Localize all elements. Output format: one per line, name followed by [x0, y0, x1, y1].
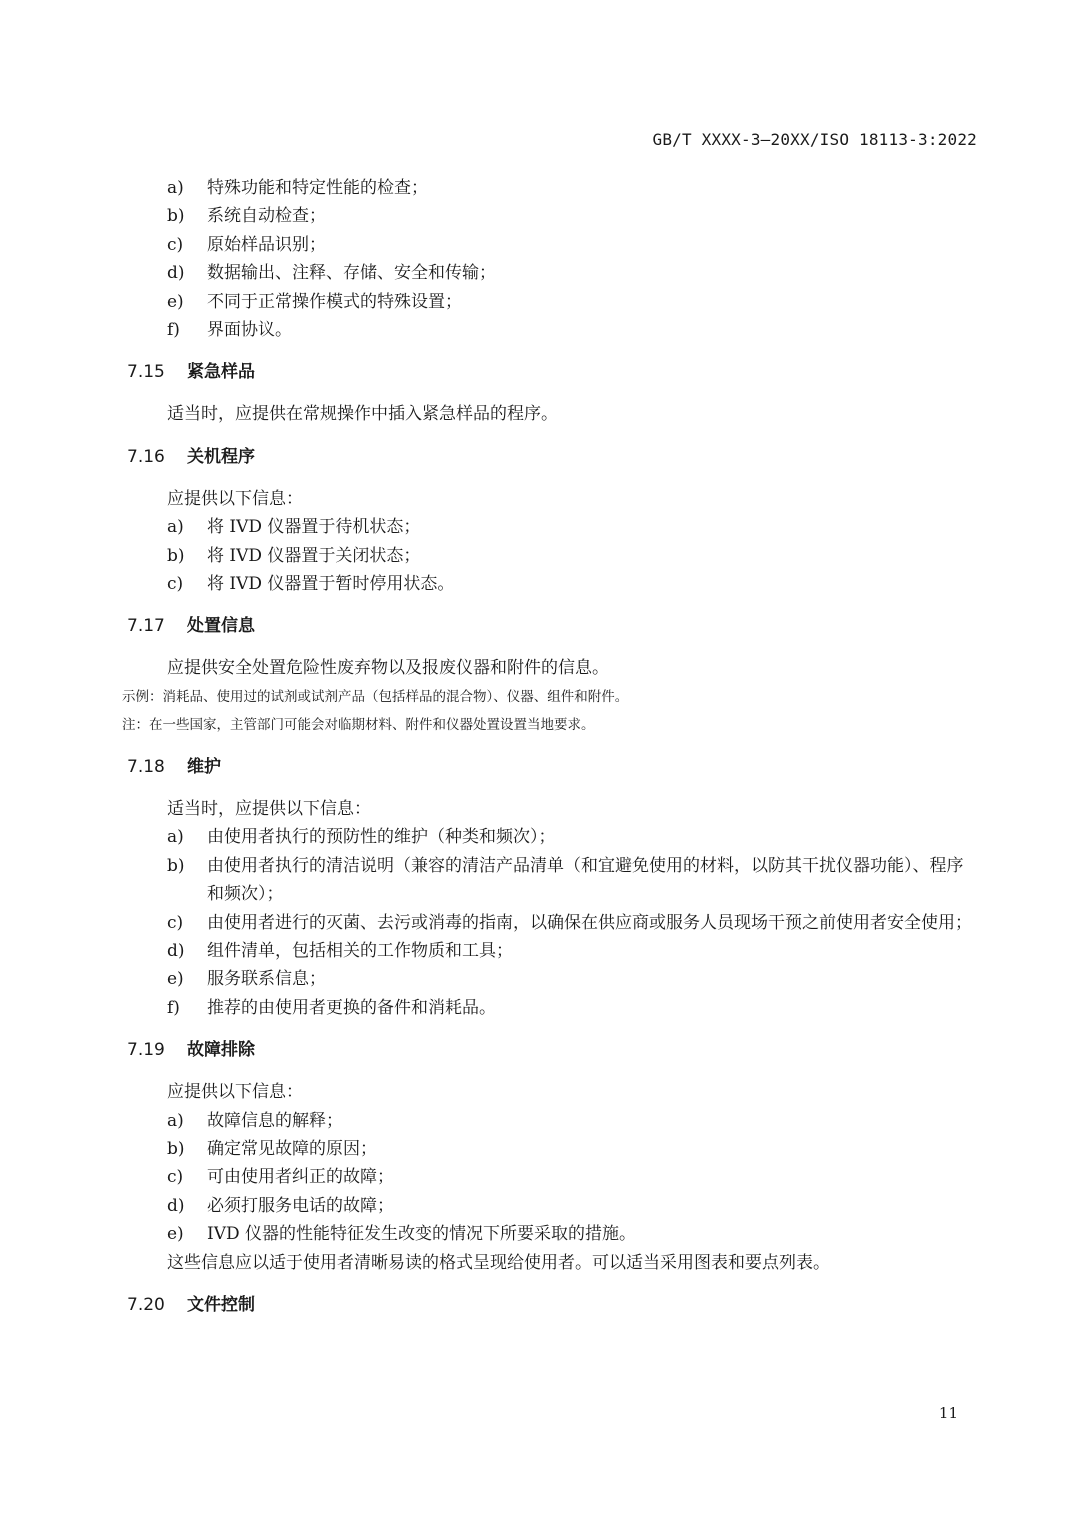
list-text: 系统自动检查； [207, 206, 326, 227]
section-title: 文件控制 [187, 1294, 255, 1315]
list-marker: a) [167, 1110, 184, 1131]
list-item [127, 823, 979, 851]
list-text: 由使用者进行的灭菌、去污或消毒的指南，以确保在供应商或服务人员现场干预之前使用者安全使用； [207, 912, 972, 933]
section-title: 处置信息 [187, 616, 255, 637]
section-number: 7.19 [127, 1040, 165, 1061]
section-heading-7-15 [127, 358, 979, 386]
list-item [127, 542, 979, 570]
list-item [127, 1163, 979, 1191]
list-marker: b) [167, 206, 185, 227]
list-text: 界面协议。 [207, 320, 292, 341]
section-number: 7.15 [127, 362, 165, 383]
section-number: 7.18 [127, 756, 165, 777]
list-text: 组件清单，包括相关的工作物质和工具； [207, 940, 513, 961]
section-body: 适当时，应提供在常规操作中插入紧急样品的程序。 [167, 404, 558, 425]
list-text: IVD 仪器的性能特征发生改变的情况下所要采取的措施。 [207, 1224, 637, 1245]
list-item [127, 259, 979, 287]
list-text: 推荐的由使用者更换的备件和消耗品。 [207, 997, 496, 1018]
list-text: 可由使用者纠正的故障； [207, 1167, 394, 1188]
list-text: 将 IVD 仪器置于暂时停用状态。 [207, 574, 455, 595]
list-marker: a) [167, 827, 184, 848]
list-text: 由使用者执行的预防性的维护（种类和频次）； [207, 827, 556, 848]
section-title: 关机程序 [187, 446, 255, 467]
section-number: 7.17 [127, 616, 165, 637]
list-item [127, 1192, 979, 1220]
document-id-header: GB/T XXXX-3—20XX/ISO 18113-3:2022 [652, 130, 977, 149]
section-heading-7-17 [127, 612, 979, 640]
list-text: 不同于正常操作模式的特殊设置； [207, 291, 462, 312]
note-text: 在一些国家，主管部门可能会对临期材料、附件和仪器处置设置当地要求。 [149, 716, 595, 733]
list-item [127, 909, 979, 937]
list-item [127, 994, 979, 1022]
list-text: 数据输出、注释、存储、安全和传输； [207, 263, 496, 284]
list-text: 原始样品识别； [207, 234, 326, 255]
section-title: 故障排除 [187, 1040, 255, 1061]
list-marker: b) [167, 855, 185, 876]
list-item [127, 513, 979, 541]
list-marker: f) [167, 997, 180, 1018]
list-marker: a) [167, 517, 184, 538]
page-number: 11 [938, 1404, 958, 1422]
section-intro: 应提供以下信息： [167, 1082, 303, 1103]
section-number: 7.16 [127, 446, 165, 467]
section-title: 紧急样品 [187, 362, 255, 383]
list-item [127, 316, 979, 344]
section-title: 维护 [187, 756, 221, 777]
list-item [127, 288, 979, 316]
list-item [127, 202, 979, 230]
section-intro: 应提供以下信息： [167, 488, 303, 509]
list-text: 必须打服务电话的故障； [207, 1195, 394, 1216]
list-item [127, 1220, 979, 1248]
example-text: 消耗品、使用过的试剂或试剂产品（包括样品的混合物）、仪器、组件和附件。 [162, 688, 629, 705]
list-text: 服务联系信息； [207, 969, 326, 990]
list-marker: f) [167, 320, 180, 341]
list-item [127, 852, 979, 909]
list-text: 确定常见故障的原因； [207, 1138, 377, 1159]
section-number: 7.20 [127, 1294, 165, 1315]
section-intro: 适当时，应提供以下信息： [167, 798, 371, 819]
section-heading-7-20 [127, 1291, 979, 1319]
list-text: 特殊功能和特定性能的检查； [207, 178, 428, 198]
list-text: 由使用者执行的清洁说明（兼容的清洁产品清单（和宜避免使用的材料，以防其干扰仪器功能）、程序和频次）； [207, 855, 964, 905]
note [87, 711, 979, 739]
list-marker: d) [167, 940, 185, 961]
list-marker: e) [167, 1224, 184, 1245]
section-heading-7-18 [127, 753, 979, 781]
list-marker: d) [167, 263, 185, 284]
list-marker: c) [167, 574, 184, 595]
top-list [127, 174, 979, 344]
list-marker: c) [167, 1167, 184, 1188]
example-label: 示例： [122, 688, 163, 705]
list-marker: c) [167, 234, 184, 255]
list-text: 故障信息的解释； [207, 1110, 343, 1131]
section-body: 应提供安全处置危险性废弃物以及报废仪器和附件的信息。 [167, 658, 609, 679]
list-marker: e) [167, 969, 184, 990]
list-marker: b) [167, 1138, 185, 1159]
list-text: 将 IVD 仪器置于待机状态； [207, 517, 421, 538]
note-label: 注： [122, 716, 149, 733]
list-item [127, 965, 979, 993]
list-marker: c) [167, 912, 184, 933]
list-item [127, 570, 979, 598]
list-text: 将 IVD 仪器置于关闭状态； [207, 545, 421, 566]
section-heading-7-19 [127, 1036, 979, 1064]
list-marker: d) [167, 1195, 185, 1216]
list-marker: e) [167, 291, 184, 312]
list-marker: b) [167, 545, 185, 566]
section-heading-7-16 [127, 443, 979, 471]
list-item [127, 1135, 979, 1163]
list-item [127, 174, 979, 202]
section-closing: 这些信息应以适于使用者清晰易读的格式呈现给使用者。可以适当采用图表和要点列表。 [167, 1252, 830, 1273]
list-item [127, 1107, 979, 1135]
list-item [127, 937, 979, 965]
example-note [87, 683, 979, 711]
list-marker: a) [167, 178, 184, 198]
list-item [127, 231, 979, 259]
page-content [122, 174, 979, 1333]
